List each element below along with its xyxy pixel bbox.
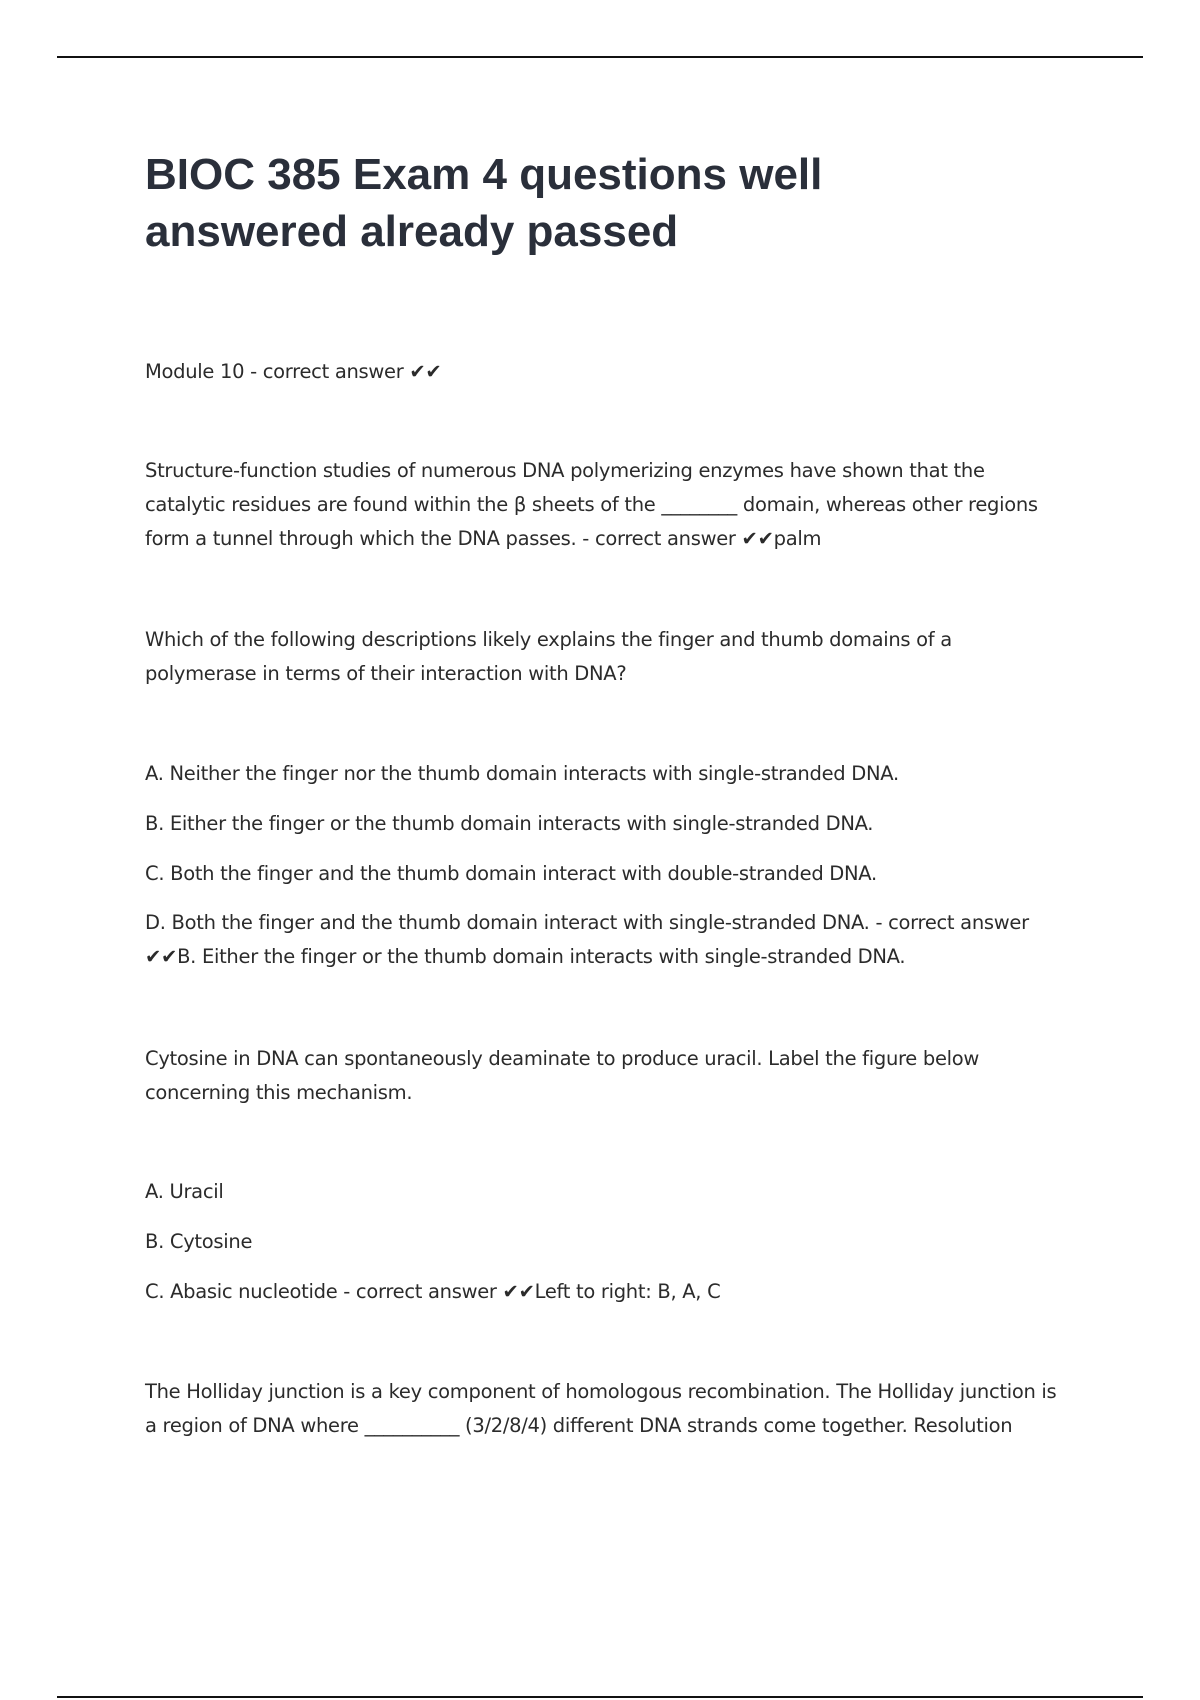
question-2 — [145, 623, 1095, 691]
question-line: The Holliday junction is a key component of homologous recombination. The Holliday junction is — [145, 1380, 1057, 1403]
q3-option-c — [145, 1275, 1095, 1309]
question-line: Cytosine in DNA can spontaneously deaminate to produce uracil. Label the figure below — [145, 1047, 980, 1070]
header-rule — [57, 56, 1143, 58]
question-line: concerning this mechanism. — [145, 1081, 413, 1104]
question-line: Which of the following descriptions likely explains the finger and thumb domains of a — [145, 628, 952, 651]
module-heading — [145, 355, 1095, 389]
option-line: B. Cytosine — [145, 1230, 253, 1253]
option-line: ✔✔B. Either the finger or the thumb domain interacts with single-stranded DNA. — [145, 945, 906, 968]
question-3 — [145, 1042, 1095, 1110]
q2-option-b — [145, 807, 1095, 841]
q2-option-d — [145, 906, 1095, 974]
option-line: C. Abasic nucleotide - correct answer ✔✔Left to right: B, A, C — [145, 1280, 721, 1303]
question-line: polymerase in terms of their interaction with DNA? — [145, 662, 627, 685]
q2-option-c — [145, 857, 1095, 891]
title-line: answered already passed — [145, 207, 679, 256]
question-line: form a tunnel through which the DNA passes. - correct answer ✔✔palm — [145, 527, 822, 550]
q3-option-a — [145, 1175, 1095, 1209]
q2-option-a — [145, 757, 1095, 791]
q3-option-b — [145, 1225, 1095, 1259]
option-line: B. Either the finger or the thumb domain interacts with single-stranded DNA. — [145, 812, 874, 835]
module-line: Module 10 - correct answer ✔✔ — [145, 360, 442, 383]
question-line: a region of DNA where __________ (3/2/8/4) different DNA strands come together. Resolution — [145, 1414, 1013, 1437]
option-line: D. Both the finger and the thumb domain interact with single-stranded DNA. - correct answer — [145, 911, 1029, 934]
title-line: BIOC 385 Exam 4 questions well — [145, 150, 823, 199]
question-line: catalytic residues are found within the β sheets of the ________ domain, whereas other regions — [145, 493, 1038, 516]
question-4 — [145, 1375, 1095, 1443]
question-1 — [145, 454, 1095, 556]
footer-rule — [57, 1696, 1143, 1698]
question-line: Structure-function studies of numerous DNA polymerizing enzymes have shown that the — [145, 459, 985, 482]
option-line: A. Uracil — [145, 1180, 224, 1203]
document-title — [145, 146, 1095, 260]
option-line: A. Neither the finger nor the thumb domain interacts with single-stranded DNA. — [145, 762, 899, 785]
option-line: C. Both the finger and the thumb domain interact with double-stranded DNA. — [145, 862, 877, 885]
